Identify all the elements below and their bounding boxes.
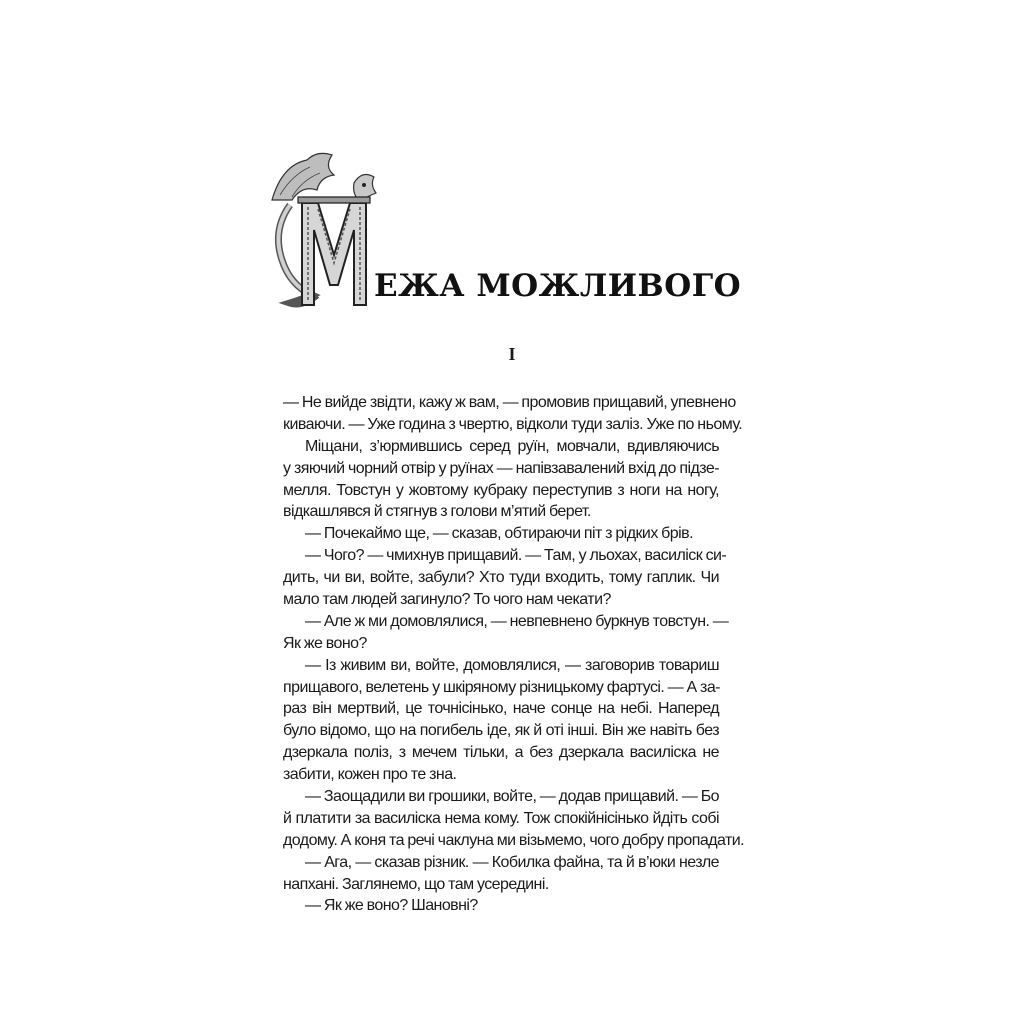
text-line: — Почекаймо ще, — сказав, обтираючи піт з рідких брів. — [305, 525, 693, 543]
chapter-number: I — [508, 344, 516, 364]
text-line: мелля. Товстун у жовтому кубраку переступив з ноги на ногу, — [283, 481, 719, 499]
body-text — [283, 392, 745, 917]
text-line: дить, чи ви, войте, забули? Хто туди входить, тому гаплик. Чи — [283, 569, 719, 587]
text-line: — Чого? — чмихнув прищавий. — Там, у льохах, василіск си- — [305, 547, 727, 565]
text-line: додому. А коня та речі чаклуна ми візьмемо, чого добру пропадати. — [283, 831, 745, 849]
text-line: — Заощадили ви грошики, войте, — додав прищавий. — Бо — [305, 788, 719, 806]
text-line: — Але ж ми домовлялися, — невпевнено буркнув товстун. — — [305, 612, 729, 630]
text-line: — Ага, — сказав різник. — Кобилка файна, та й в’юки незле — [305, 853, 719, 871]
text-line: було відомо, що на погибель іде, як й оті інші. Він же навіть без — [283, 722, 719, 740]
text-line: мало там людей загинуло? То чого нам чекати? — [283, 591, 611, 609]
text-line: забити, кожен про те зна. — [283, 766, 457, 784]
text-line: дзеркала поліз, з мечем тільки, а без дзеркала василіска не — [283, 744, 719, 762]
text-line: у зяючий чорний отвір у руїнах — напівзавалений вхід до підзе- — [283, 459, 719, 477]
text-line: Як же воно? — [283, 634, 367, 652]
text-line: — Не вийде звідти, кажу ж вам, — промовив прищавий, упевнено — [283, 394, 736, 411]
illuminated-initial-dragon-letter — [262, 145, 377, 315]
text-line: киваючи. — Уже година з чвертю, відколи туди заліз. Уже по ньому. — [283, 415, 743, 433]
text-line: й платити за василіска нема кому. Тож спокійнісінько йдіть собі — [283, 809, 719, 827]
chapter-title: ЕЖА МОЖЛИВОГО — [374, 268, 742, 304]
text-line: раз він мертвий, це точнісінько, наче сонце на небі. Наперед — [283, 700, 719, 718]
text-line: прищавого, велетень у шкіряному різницькому фартусі. — А за- — [283, 678, 720, 696]
text-line: — Із живим ви, войте, домовлялися, — заговорив товариш — [305, 656, 719, 674]
text-line: відкашлявся й стягнув з голови м’ятий берет. — [283, 503, 591, 521]
text-line: напхані. Заглянемо, що там усередині. — [283, 875, 549, 893]
text-line: Міщани, з’юрмившись серед руїн, мовчали, вдивляючись — [305, 437, 719, 455]
text-line: — Як же воно? Шановні? — [305, 897, 478, 915]
